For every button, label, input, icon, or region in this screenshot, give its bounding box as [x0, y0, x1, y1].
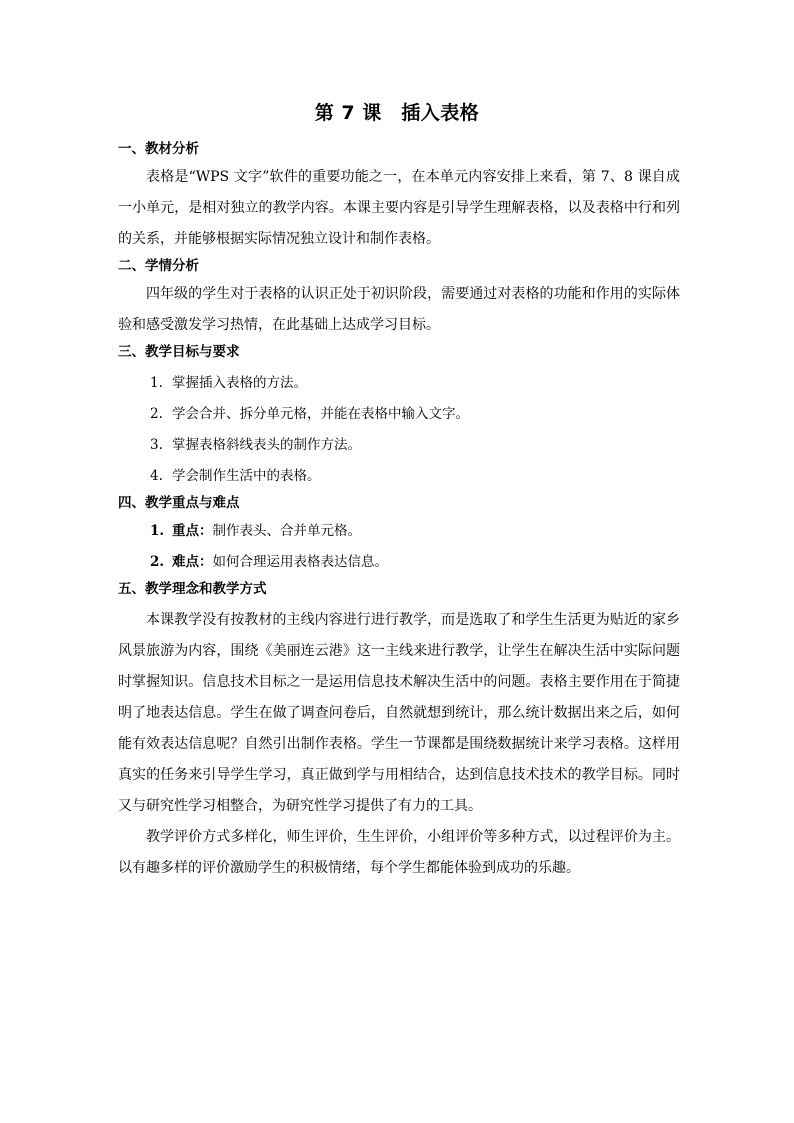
- goals-list: [118, 368, 680, 492]
- section-teaching-goals: [118, 341, 680, 492]
- list-item: 4. 学会制作生活中的表格。: [150, 468, 321, 484]
- key-points-list: [118, 516, 680, 578]
- paragraph: 教学评价方式多样化，师生评价，生生评价，小组评价等多种方式，以过程评价为主。以有趣多样的评价激励学生的积极情绪，每个学生都能体验到成功的乐趣。: [118, 829, 680, 876]
- section-teaching-philosophy: [118, 578, 680, 884]
- document-body: [118, 138, 680, 884]
- page-title: 第 7 课 插入表格: [314, 102, 480, 124]
- section-heading: 四、教学重点与难点: [118, 495, 240, 511]
- list-item: 1. 重点：制作表头、合并单元格。: [150, 523, 361, 539]
- list-item: 1. 掌握插入表格的方法。: [150, 375, 307, 391]
- section-heading: 二、学情分析: [118, 258, 199, 274]
- paragraph: 表格是“WPS 文字”软件的重要功能之一，在本单元内容安排上来看，第 7、8 课自成一小单元，是相对独立的教学内容。本课主要内容是引导学生理解表格，以及表格中行和列的关系，并能够根据实际情况独立设计和制作表格。: [118, 169, 680, 247]
- section-textbook-analysis: [118, 138, 680, 255]
- list-item: 2. 学会合并、拆分单元格，并能在表格中输入文字。: [150, 406, 469, 422]
- section-heading: 五、教学理念和教学方式: [118, 581, 267, 597]
- paragraph: 本课教学没有按教材的主线内容进行进行教学，而是选取了和学生生活更为贴近的家乡风景旅游为内容，围绕《美丽连云港》这一主线来进行教学，让学生在解决生活中实际问题时掌握知识。信息技术目标之一是运用信息技术解决生活中的问题。表格主要作用在于简捷明了地表达信息。学生在做了调查问卷后，自然就想到统计，那么统计数据出来之后，如何能有效表达信息呢？自然引出制作表格。学生一节课都是围绕数据统计来学习表格。这样用真实的任务来引导学生学习，真正做到学与用相结合，达到信息技术技术的教学目标。同时又与研究性学习相整合，为研究性学习提供了有力的工具。: [118, 612, 680, 814]
- section-heading: 一、教材分析: [118, 141, 199, 157]
- section-key-points: [118, 492, 680, 578]
- list-item: 3. 掌握表格斜线表头的制作方法。: [150, 437, 361, 453]
- section-student-analysis: [118, 255, 680, 341]
- paragraph: 四年级的学生对于表格的认识正处于初识阶段，需要通过对表格的功能和作用的实际体验和感受激发学习热情，在此基础上达成学习目标。: [118, 286, 680, 333]
- section-heading: 三、教学目标与要求: [118, 344, 240, 360]
- list-item: 2. 难点：如何合理运用表格表达信息。: [150, 554, 388, 570]
